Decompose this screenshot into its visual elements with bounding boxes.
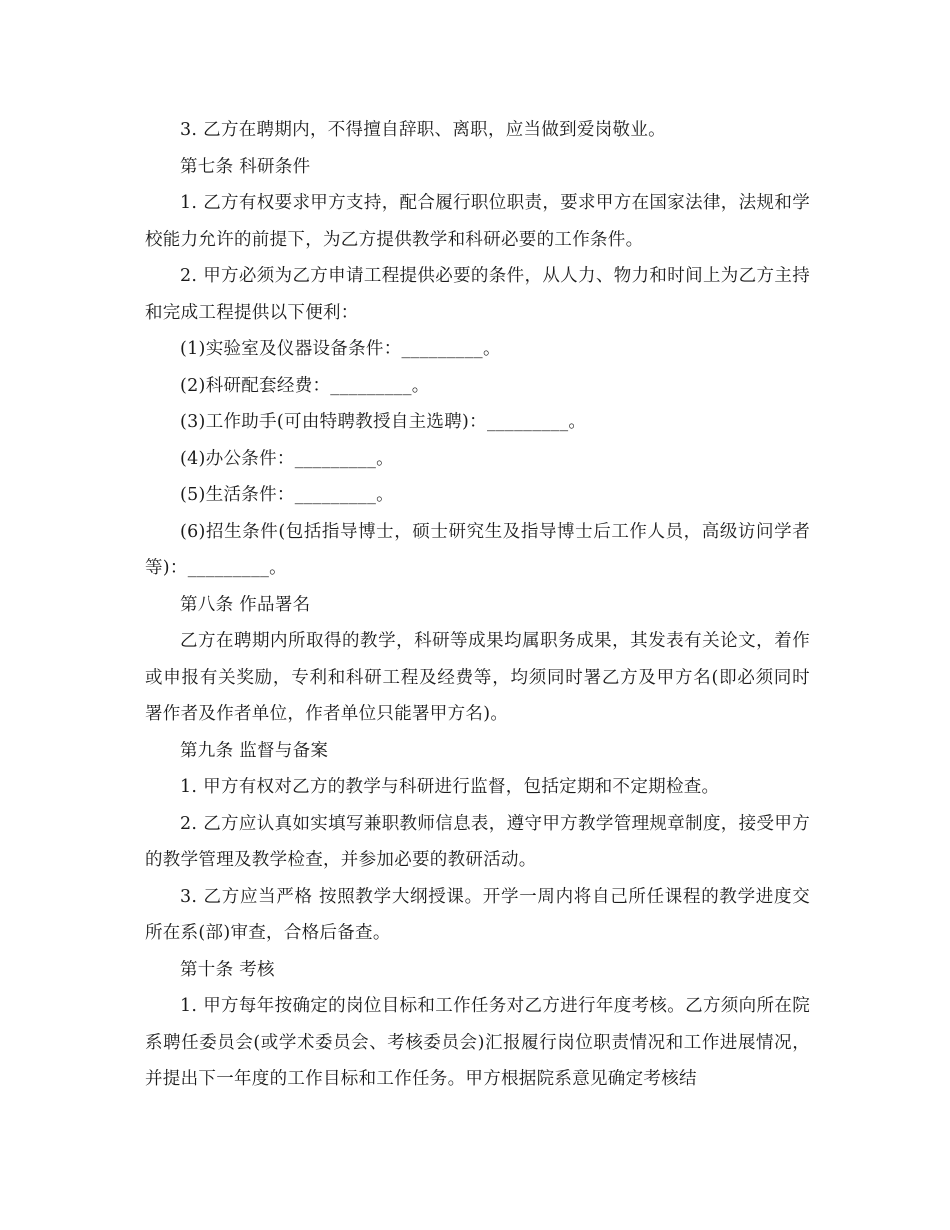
list-item: (3)工作助手(可由特聘教授自主选聘)：_________。 (180, 412, 587, 432)
article-heading: 第八条 作品署名 (180, 594, 311, 615)
clause-text: 1. 甲方每年按确定的岗位目标和工作任务对乙方进行年度考核。乙方须向所在院系聘任委员会(或学术委员会、考核委员会)汇报履行岗位职责情况和工作进展情况，并提出下一年度的工作目标和工作任务。甲方根据院系意见确定考核结 (145, 996, 810, 1089)
clause-text: 3. 乙方应当严格 按照教学大纲授课。开学一周内将自己所任课程的教学进度交所在系(部)审查，合格后备查。 (145, 886, 810, 943)
list-item: (5)生活条件：_________。 (180, 485, 394, 505)
list-item: (2)科研配套经费：_________。 (180, 375, 430, 396)
list-item: (1)实验室及仪器设备条件：_________。 (180, 339, 501, 359)
clause-text: 2. 甲方必须为乙方申请工程提供必要的条件，从人力、物力和时间上为乙方主持和完成工程提供以下便利： (145, 266, 810, 323)
clause-text: 乙方在聘期内所取得的教学，科研等成果均属职务成果，其发表有关论文，着作或申报有关奖励，专利和科研工程及经费等，均须同时署乙方及甲方名(即必须同时署作者及作者单位，作者单位只能署甲方名)。 (145, 631, 810, 724)
document-body (145, 112, 810, 1098)
article-heading: 第十条 考核 (180, 959, 275, 980)
list-item: (6)招生条件(包括指导博士，硕士研究生及指导博士后工作人员，高级访问学者等)：_________。 (145, 521, 810, 578)
clause-text: 3. 乙方在聘期内，不得擅自辞职、离职，应当做到爱岗敬业。 (180, 120, 666, 140)
clause-text: 1. 乙方有权要求甲方支持，配合履行职位职责，要求甲方在国家法律，法规和学校能力允许的前提下，为乙方提供教学和科研必要的工作条件。 (145, 193, 810, 250)
clause-text: 1. 甲方有权对乙方的教学与科研进行监督，包括定期和不定期检查。 (180, 777, 720, 797)
article-heading: 第九条 监督与备案 (180, 740, 329, 761)
clause-text: 2. 乙方应认真如实填写兼职教师信息表，遵守甲方教学管理规章制度，接受甲方的教学管理及教学检查，并参加必要的教研活动。 (145, 813, 810, 870)
article-heading: 第七条 科研条件 (180, 156, 311, 177)
list-item: (4)办公条件：_________。 (180, 448, 394, 469)
